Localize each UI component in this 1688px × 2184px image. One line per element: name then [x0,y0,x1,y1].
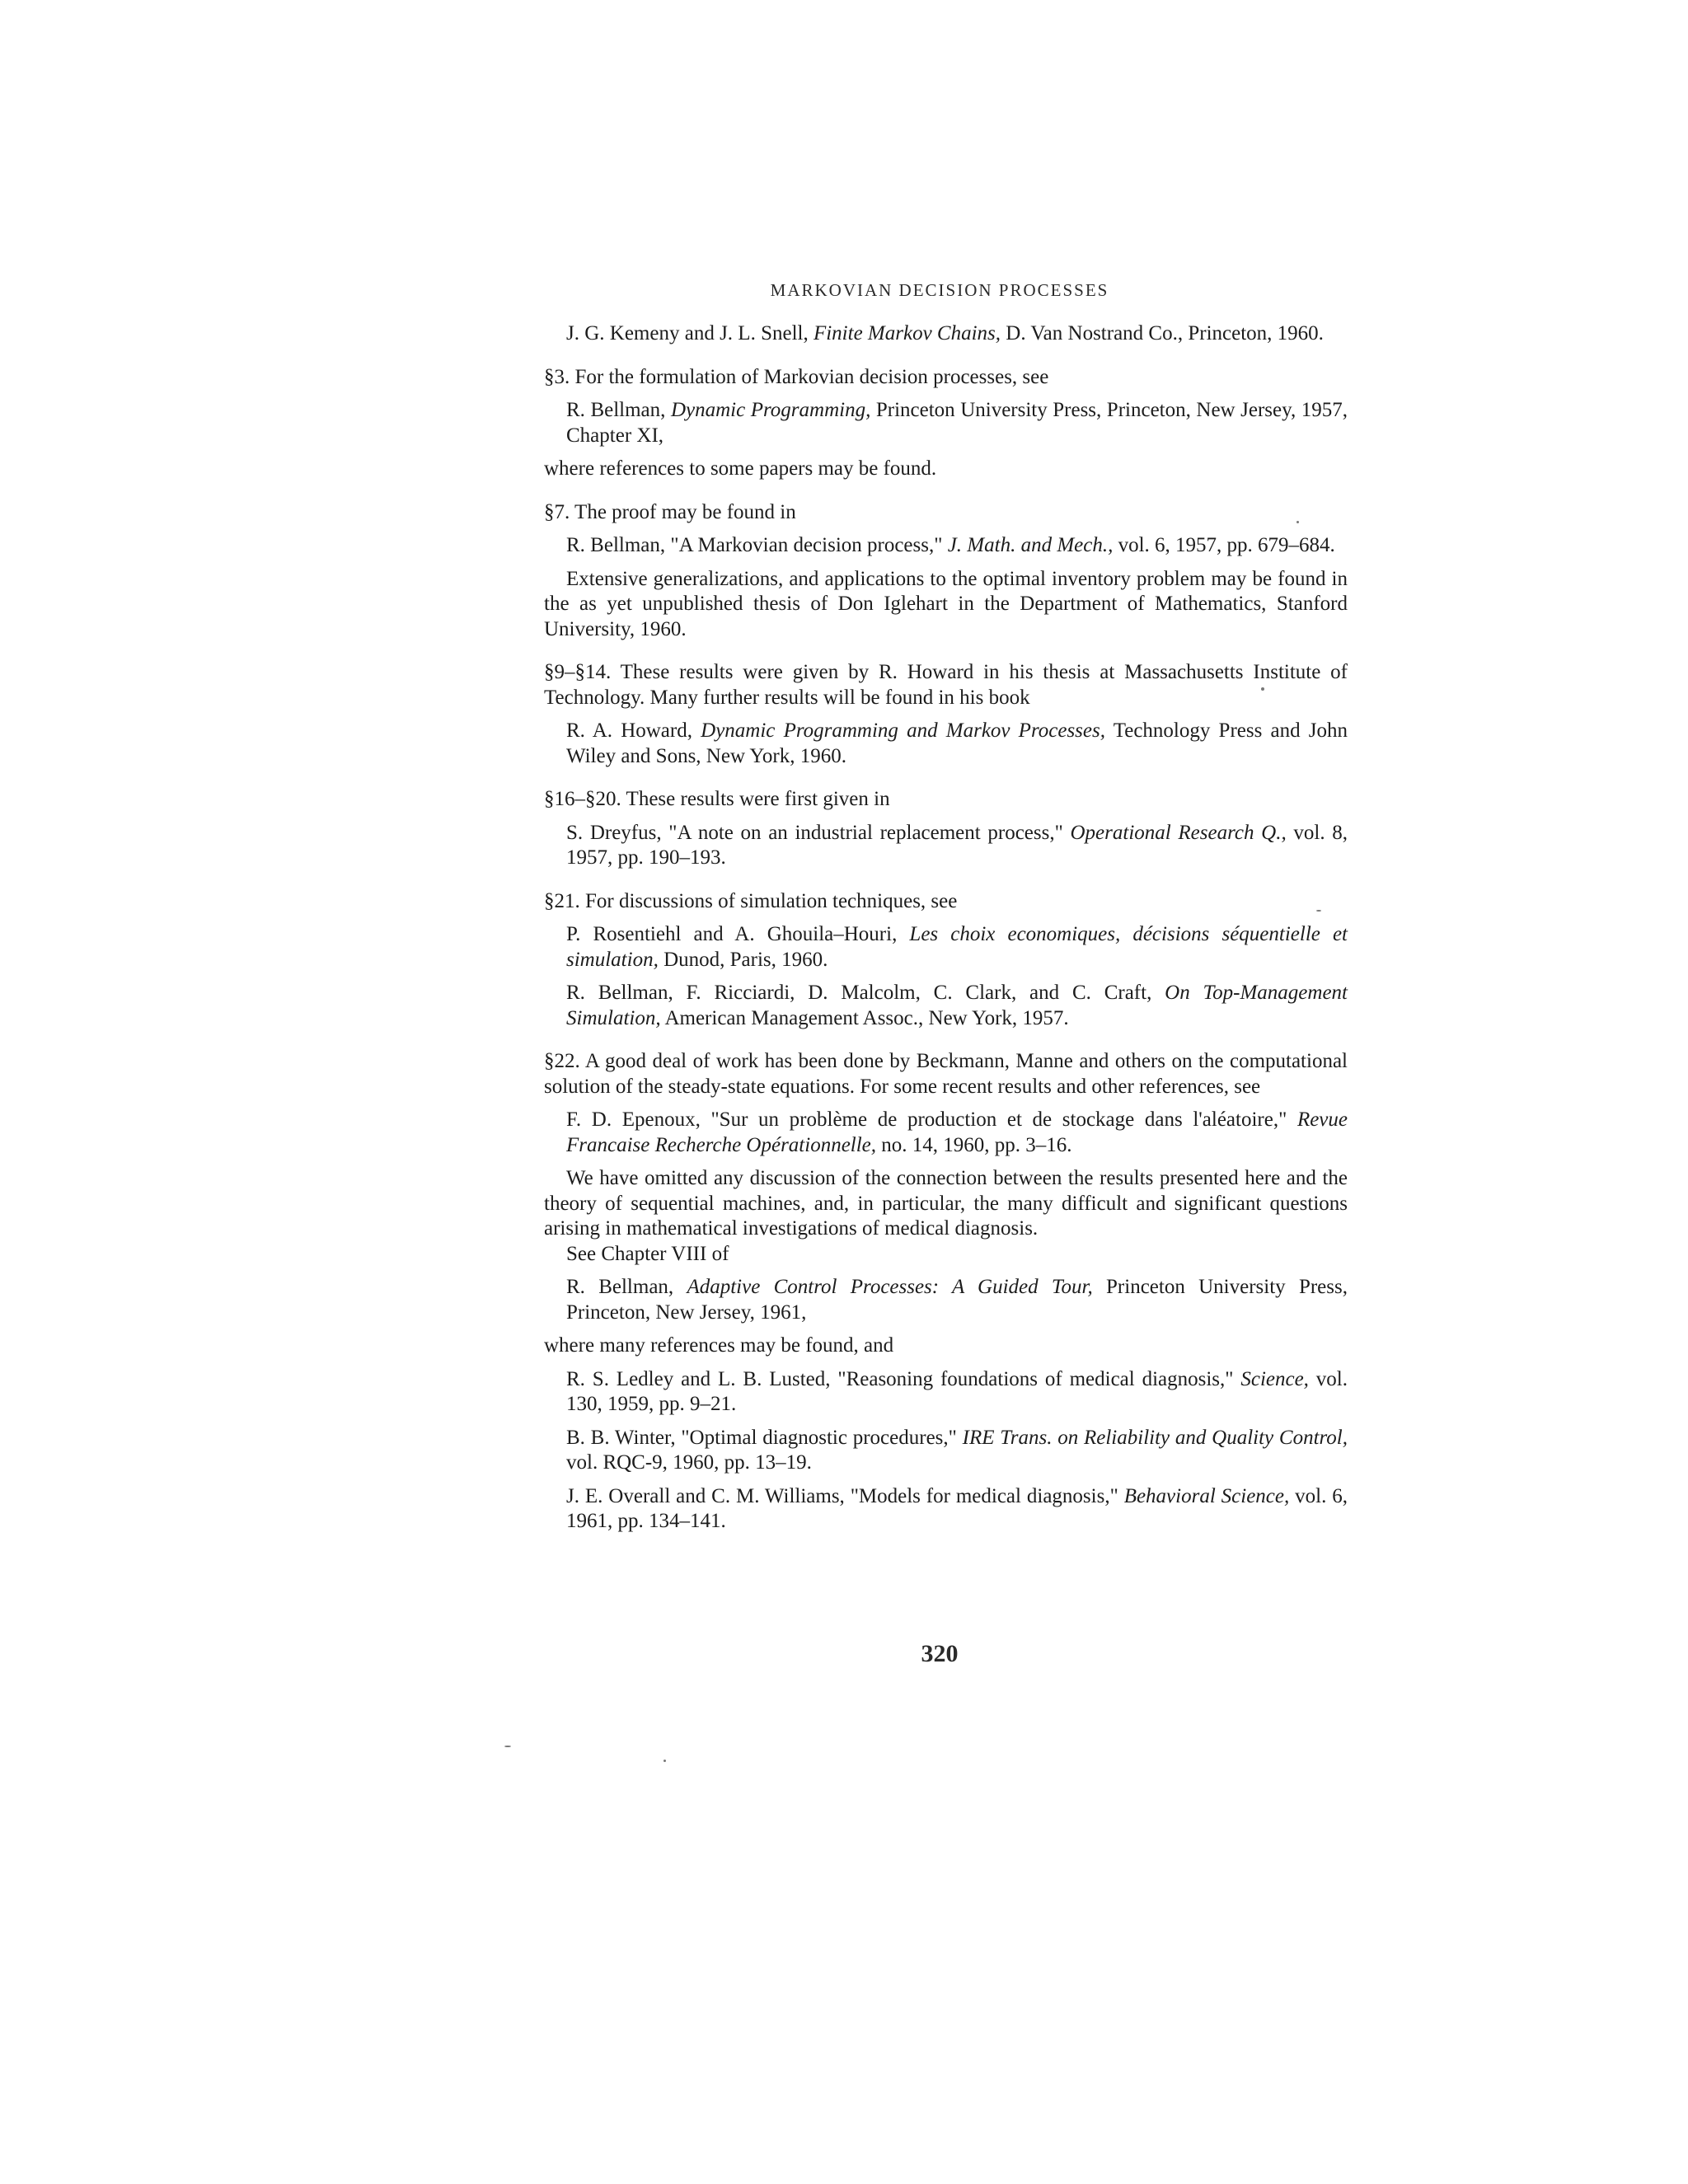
scan-speck [1261,687,1264,691]
reference-overall-williams: J. E. Overall and C. M. Williams, "Models for medical diagnosis," Behavioral Science, vol. 6, 1961, pp. 134–141. [566,1484,1348,1532]
scan-speck [1296,521,1299,523]
reference-bellman-markovian-decision: R. Bellman, "A Markovian decision process," J. Math. and Mech., vol. 6, 1957, pp. 679–684. [566,534,1335,556]
reference-rosenstiehl: P. Rosentiehl and A. Ghouila–Houri, Les choix economiques, décisions séquentielle et simulation, Dunod, Paris, 1960. [566,923,1348,971]
reference-dreyfus: S. Dreyfus, "A note on an industrial replacement process," Operational Research Q., vol. 8, 1957, pp. 190–193. [566,821,1348,869]
section-21-note: §21. For discussions of simulation techniques, see [544,889,958,912]
scan-speck [504,1746,511,1747]
reference-epenoux: F. D. Epenoux, "Sur un problème de production et de stockage dans l'aléatoire," Revue Francaise Recherche Opérationnelle, no. 14, 1960, pp. 3–16. [566,1108,1348,1156]
section-9-14-note: §9–§14. These results were given by R. Howard in his thesis at Massachusetts Institute of Technology. Many further results will be found in his book [544,661,1348,709]
section-3-note: §3. For the formulation of Markovian decision processes, see [544,365,1049,388]
omitted-discussion-note: We have omitted any discussion of the connection between the results presented here and the theory of sequential machines, and, in particular, the many difficult and significant questions arising in mathematical investigations of medical diagnosis. [544,1167,1348,1240]
section-16-20-note: §16–§20. These results were first given in [544,788,890,810]
page-number: 320 [921,1640,959,1667]
section-7-note: §7. The proof may be found in [544,500,796,523]
reference-bellman-top-management: R. Bellman, F. Ricciardi, D. Malcolm, C. Clark, and C. Craft, On Top-Management Simulation, American Management Assoc., New York, 1957. [566,982,1348,1029]
reference-bellman-adaptive: R. Bellman, Adaptive Control Processes: A Guided Tour, Princeton University Press, Princeton, New Jersey, 1961, [566,1276,1348,1324]
iglehart-note: Extensive generalizations, and applications to the optimal inventory problem may be found in the as yet unpublished thesis of Don Iglehart in the Department of Mathematics, Stanford University, 1960. [544,567,1348,640]
reference-winter: B. B. Winter, "Optimal diagnostic procedures," IRE Trans. on Reliability and Quality Control, vol. RQC-9, 1960, pp. 13–19. [566,1426,1348,1474]
scan-speck [1316,910,1321,912]
bibliography-notes [544,321,1348,1535]
scan-speck [663,1760,666,1762]
running-head: MARKOVIAN DECISION PROCESSES [770,280,1109,300]
reference-howard: R. A. Howard, Dynamic Programming and Markov Processes, Technology Press and John Wiley and Sons, New York, 1960. [566,719,1348,767]
where-many-note: where many references may be found, and [544,1334,894,1357]
see-chapter-note: See Chapter VIII of [566,1242,729,1265]
reference-bellman-dynamic-programming: R. Bellman, Dynamic Programming, Princeton University Press, Princeton, New Jersey, 1957, Chapter XI, [566,399,1348,447]
reference-ledley-lusted: R. S. Ledley and L. B. Lusted, "Reasoning foundations of medical diagnosis," Science, vol. 130, 1959, pp. 9–21. [566,1367,1348,1415]
section-22-note: §22. A good deal of work has been done by Beckmann, Manne and others on the computational solution of the steady-state equations. For some recent results and other references, see [544,1050,1348,1098]
reference-kemeny-snell: J. G. Kemeny and J. L. Snell, Finite Markov Chains, D. Van Nostrand Co., Princeton, 1960. [566,322,1324,344]
section-3-note-tail: where references to some papers may be found. [544,457,937,480]
